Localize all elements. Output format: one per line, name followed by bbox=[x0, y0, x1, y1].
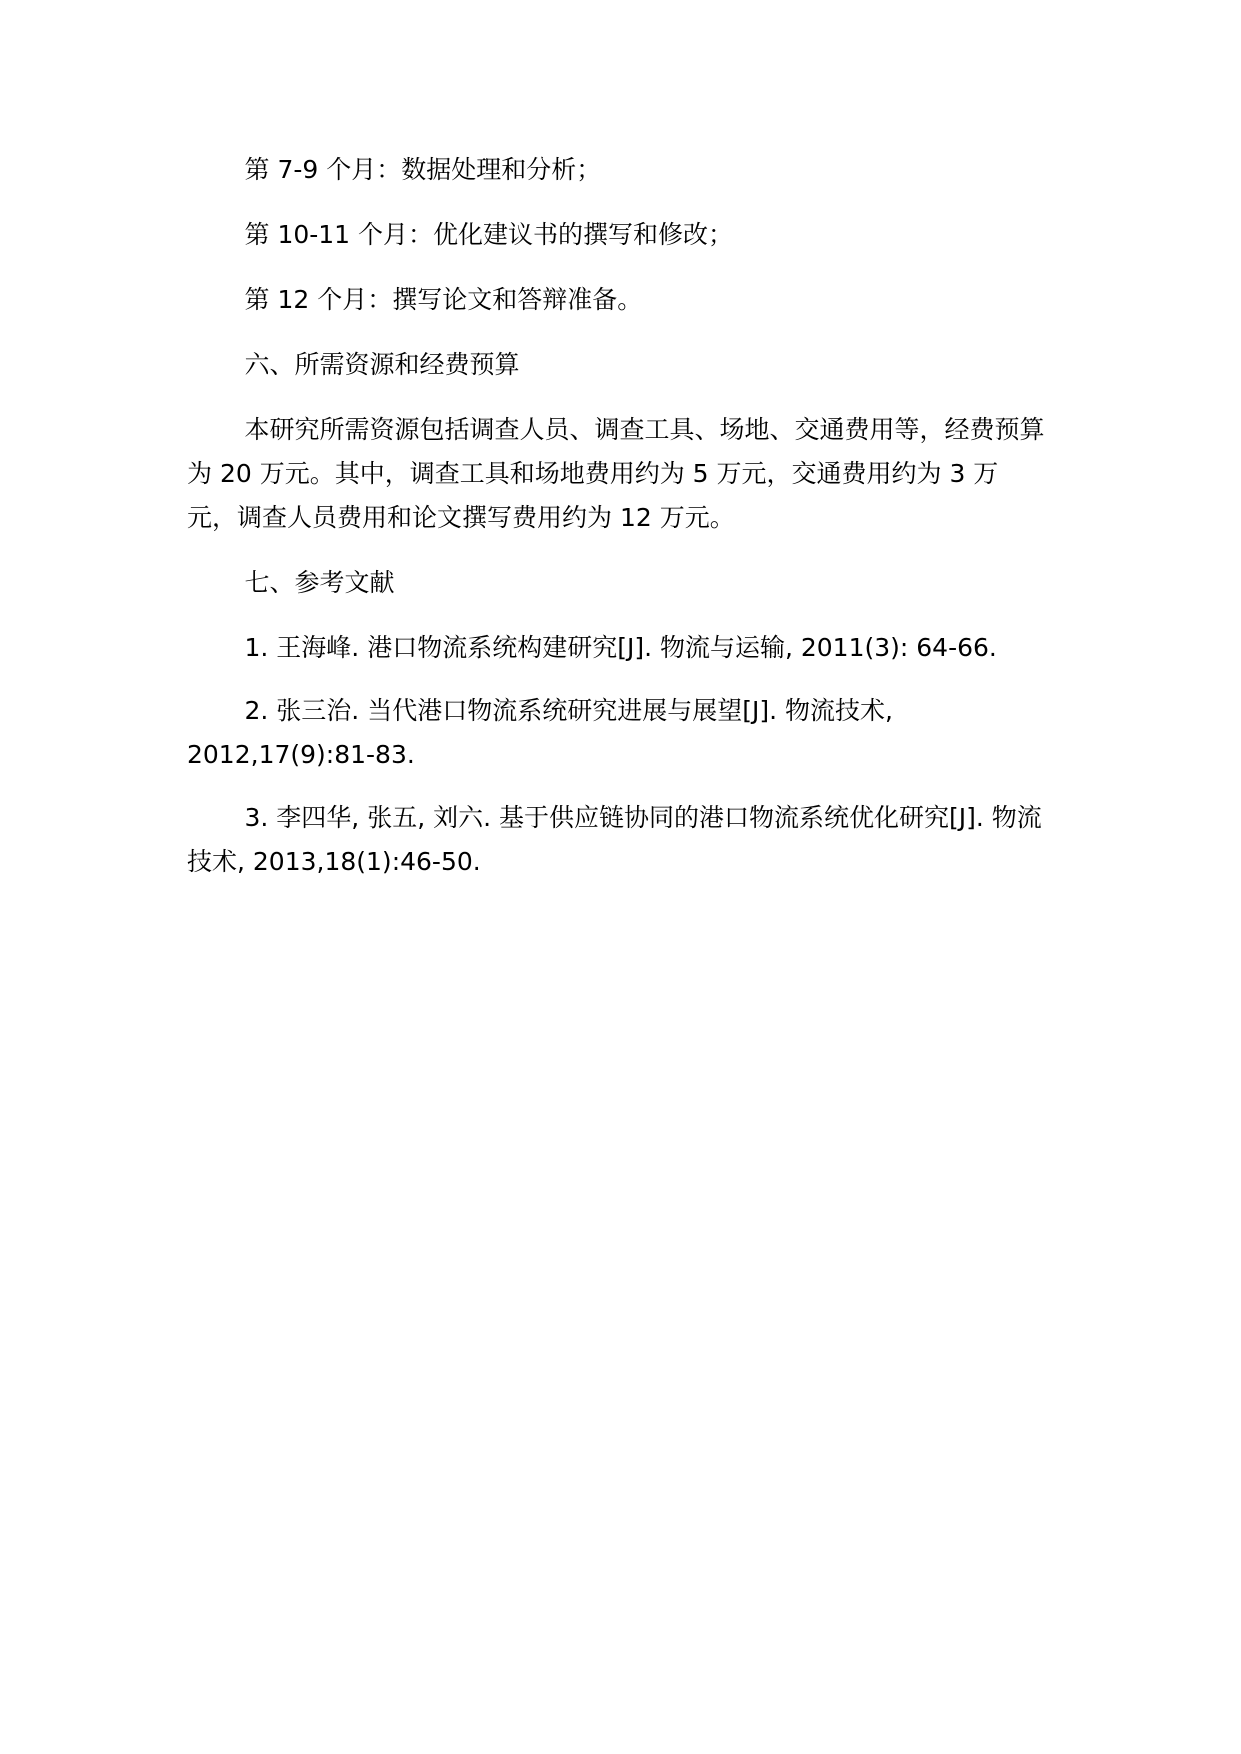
schedule-item-month-12: 第 12 个月：撰写论文和答辩准备。 bbox=[244, 285, 643, 314]
section-heading-references: 七、参考文献 bbox=[244, 568, 395, 597]
schedule-item-months-7-9: 第 7-9 个月：数据处理和分析； bbox=[244, 155, 602, 184]
section-heading-resources-budget: 六、所需资源和经费预算 bbox=[244, 350, 520, 379]
document-body bbox=[187, 148, 1047, 903]
reference-item: 3. 李四华, 张五, 刘六. 基于供应链协同的港口物流系统优化研究[J]. 物流技术, 2013,18(1):46-50. bbox=[187, 803, 1042, 876]
reference-list bbox=[187, 626, 1047, 884]
reference-item: 1. 王海峰. 港口物流系统构建研究[J]. 物流与运输, 2011(3): 64-66. bbox=[244, 633, 997, 662]
reference-item: 2. 张三治. 当代港口物流系统研究进展与展望[J]. 物流技术, 2012,17(9):81-83. bbox=[187, 696, 893, 769]
resources-budget-paragraph: 本研究所需资源包括调查人员、调查工具、场地、交通费用等，经费预算为 20 万元。其中，调查工具和场地费用约为 5 万元，交通费用约为 3 万元，调查人员费用和论文撰写费用约为 12 万元。 bbox=[187, 415, 1045, 532]
schedule-item-months-10-11: 第 10-11 个月：优化建议书的撰写和修改； bbox=[244, 220, 734, 249]
